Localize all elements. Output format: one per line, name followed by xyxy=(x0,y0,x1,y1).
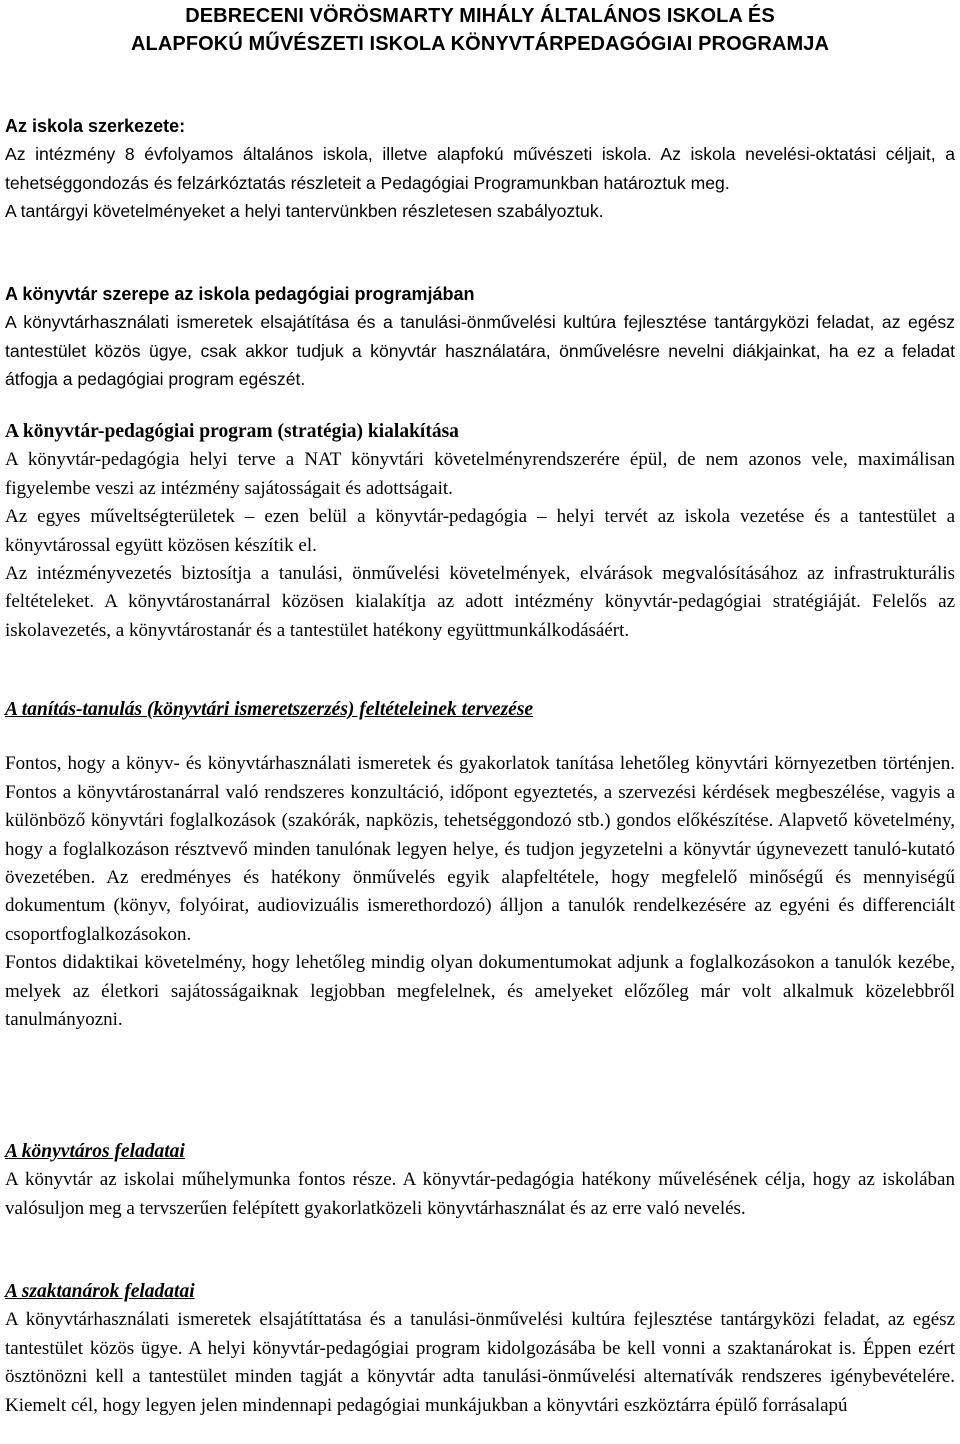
section-paragraph: Fontos didaktikai követelmény, hogy lehetőleg mindig olyan dokumentumokat adjunk a foglalkozásokon a tanulók kezébe, melyek az életkori sajátosságaiknak legjobban megfelelnek, és amelyeket előzőleg már volt alkalmuk közelebbről tanulmányozni. xyxy=(5,952,955,1031)
document-title xyxy=(5,0,955,58)
section-teacher-tasks xyxy=(5,1278,955,1420)
section-paragraph: A könyvtár az iskolai műhelymunka fontos része. A könyvtár-pedagógia hatékony művelésének célja, hogy az iskolában valósuljon meg a tervszerűen felépített gyakorlatközeli könyvtárhasználat és az erre való nevelés. xyxy=(5,1169,955,1219)
section-librarian-tasks xyxy=(5,1138,955,1223)
section-paragraph: Az intézményvezetés biztosítja a tanulási, önművelési követelmények, elvárások megvalósításához az infrastrukturális feltételeket. A könyvtárostanárral közösen kialakítja az adott intézmény könyvtár-pedagógiai stratégiáját. Felelős az iskolavezetés, a könyvtárostanár és a tantestület hatékony együttmunkálkodásáért. xyxy=(5,563,955,641)
section-paragraph: Az egyes műveltségterületek – ezen belül a könyvtár-pedagógia – helyi tervét az iskola vezetése és a tantestület a könyvtárossal együtt közösen készítik el. xyxy=(5,506,955,556)
section-paragraph: Az intézmény 8 évfolyamos általános iskola, illetve alapfokú művészeti iskola. Az iskola nevelési-oktatási céljait, a tehetséggondozás és felzárkóztatás részleteit a Pedagógiai Programunkban határoztuk meg. xyxy=(5,144,955,193)
section-heading: A könyvtáros feladatai xyxy=(5,1141,185,1162)
title-line-1: DEBRECENI VÖRÖSMARTY MIHÁLY ÁLTALÁNOS ISKOLA ÉS xyxy=(185,5,775,27)
section-paragraph: Fontos, hogy a könyv- és könyvtárhasználati ismeretek és gyakorlatok tanítása lehetőleg könyvtári környezetben történjen. Fontos a könyvtárostanárral való rendszeres konzultáció, időpont egyeztetés, a szervezési kérdések megbeszélése, vagyis a különböző könyvtári foglalkozások (szakórák, napközis, tehetséggondozó stb.) gondos előkészítése. Alapvető követelmény, hogy a foglalkozáson résztvevő minden tanulónak legyen helye, és tudjon jegyzetelni a könyvtár úgynevezett tanuló-kutató övezetében. Az eredményes és hatékony önművelés egyik alapfeltétele, hogy megfelelő minőségű és mennyiségű dokumentum (könyv, folyóirat, audiovizuális ismerethordozó) álljon a tanulók rendelkezésére az egyéni és differenciált csoportfoglalkozásokon. xyxy=(5,753,955,945)
title-line-2: ALAPFOKÚ MŰVÉSZETI ISKOLA KÖNYVTÁRPEDAGÓGIAI PROGRAMJA xyxy=(130,33,830,55)
section-heading: A tanítás-tanulás (könyvtári ismeretszerzés) feltételeinek tervezése xyxy=(5,699,534,720)
section-strategy xyxy=(5,418,955,645)
section-paragraph: A tantárgyi követelményeket a helyi tantervünkben részletesen szabályoztuk. xyxy=(5,201,604,222)
section-heading: A könyvtár szerepe az iskola pedagógiai programjában xyxy=(5,284,475,304)
section-planning xyxy=(5,696,955,1034)
section-school-structure xyxy=(5,112,955,226)
section-library-role xyxy=(5,280,955,394)
section-heading: A könyvtár-pedagógiai program (stratégia) kialakítása xyxy=(5,421,459,442)
section-heading: Az iskola szerkezete: xyxy=(5,116,186,136)
section-paragraph: A könyvtár-pedagógia helyi terve a NAT könyvtári követelményrendszerére épül, de nem azonos vele, maximálisan figyelembe veszi az intézmény sajátosságait és adottságait. xyxy=(5,449,955,499)
section-paragraph: A könyvtárhasználati ismeretek elsajátítása és a tanulási-önművelési kultúra fejlesztése tantárgyközi feladat, az egész tantestület közös ügye, csak akkor tudjuk a könyvtár használatára, önművelésre nevelni diákjainkat, ha ez a feladat átfogja a pedagógiai program egészét. xyxy=(5,312,955,390)
section-heading: A szaktanárok feladatai xyxy=(5,1281,195,1302)
section-paragraph: A könyvtárhasználati ismeretek elsajátíttatása és a tanulási-önművelési kultúra fejlesztése tantárgyközi feladat, az egész tantestület közös ügye. A helyi könyvtár-pedagógiai program kidolgozásába be kell vonni a szaktanárokat is. Éppen ezért ösztönözni kell a tantestület minden tagját a könyvtár adta tanulási-önművelési alternatívák rendszeres igénybevételére. Kiemelt cél, hogy legyen jelen mindennapi pedagógiai munkájukban a könyvtári eszköztárra épülő forrásalapú xyxy=(5,1309,955,1416)
